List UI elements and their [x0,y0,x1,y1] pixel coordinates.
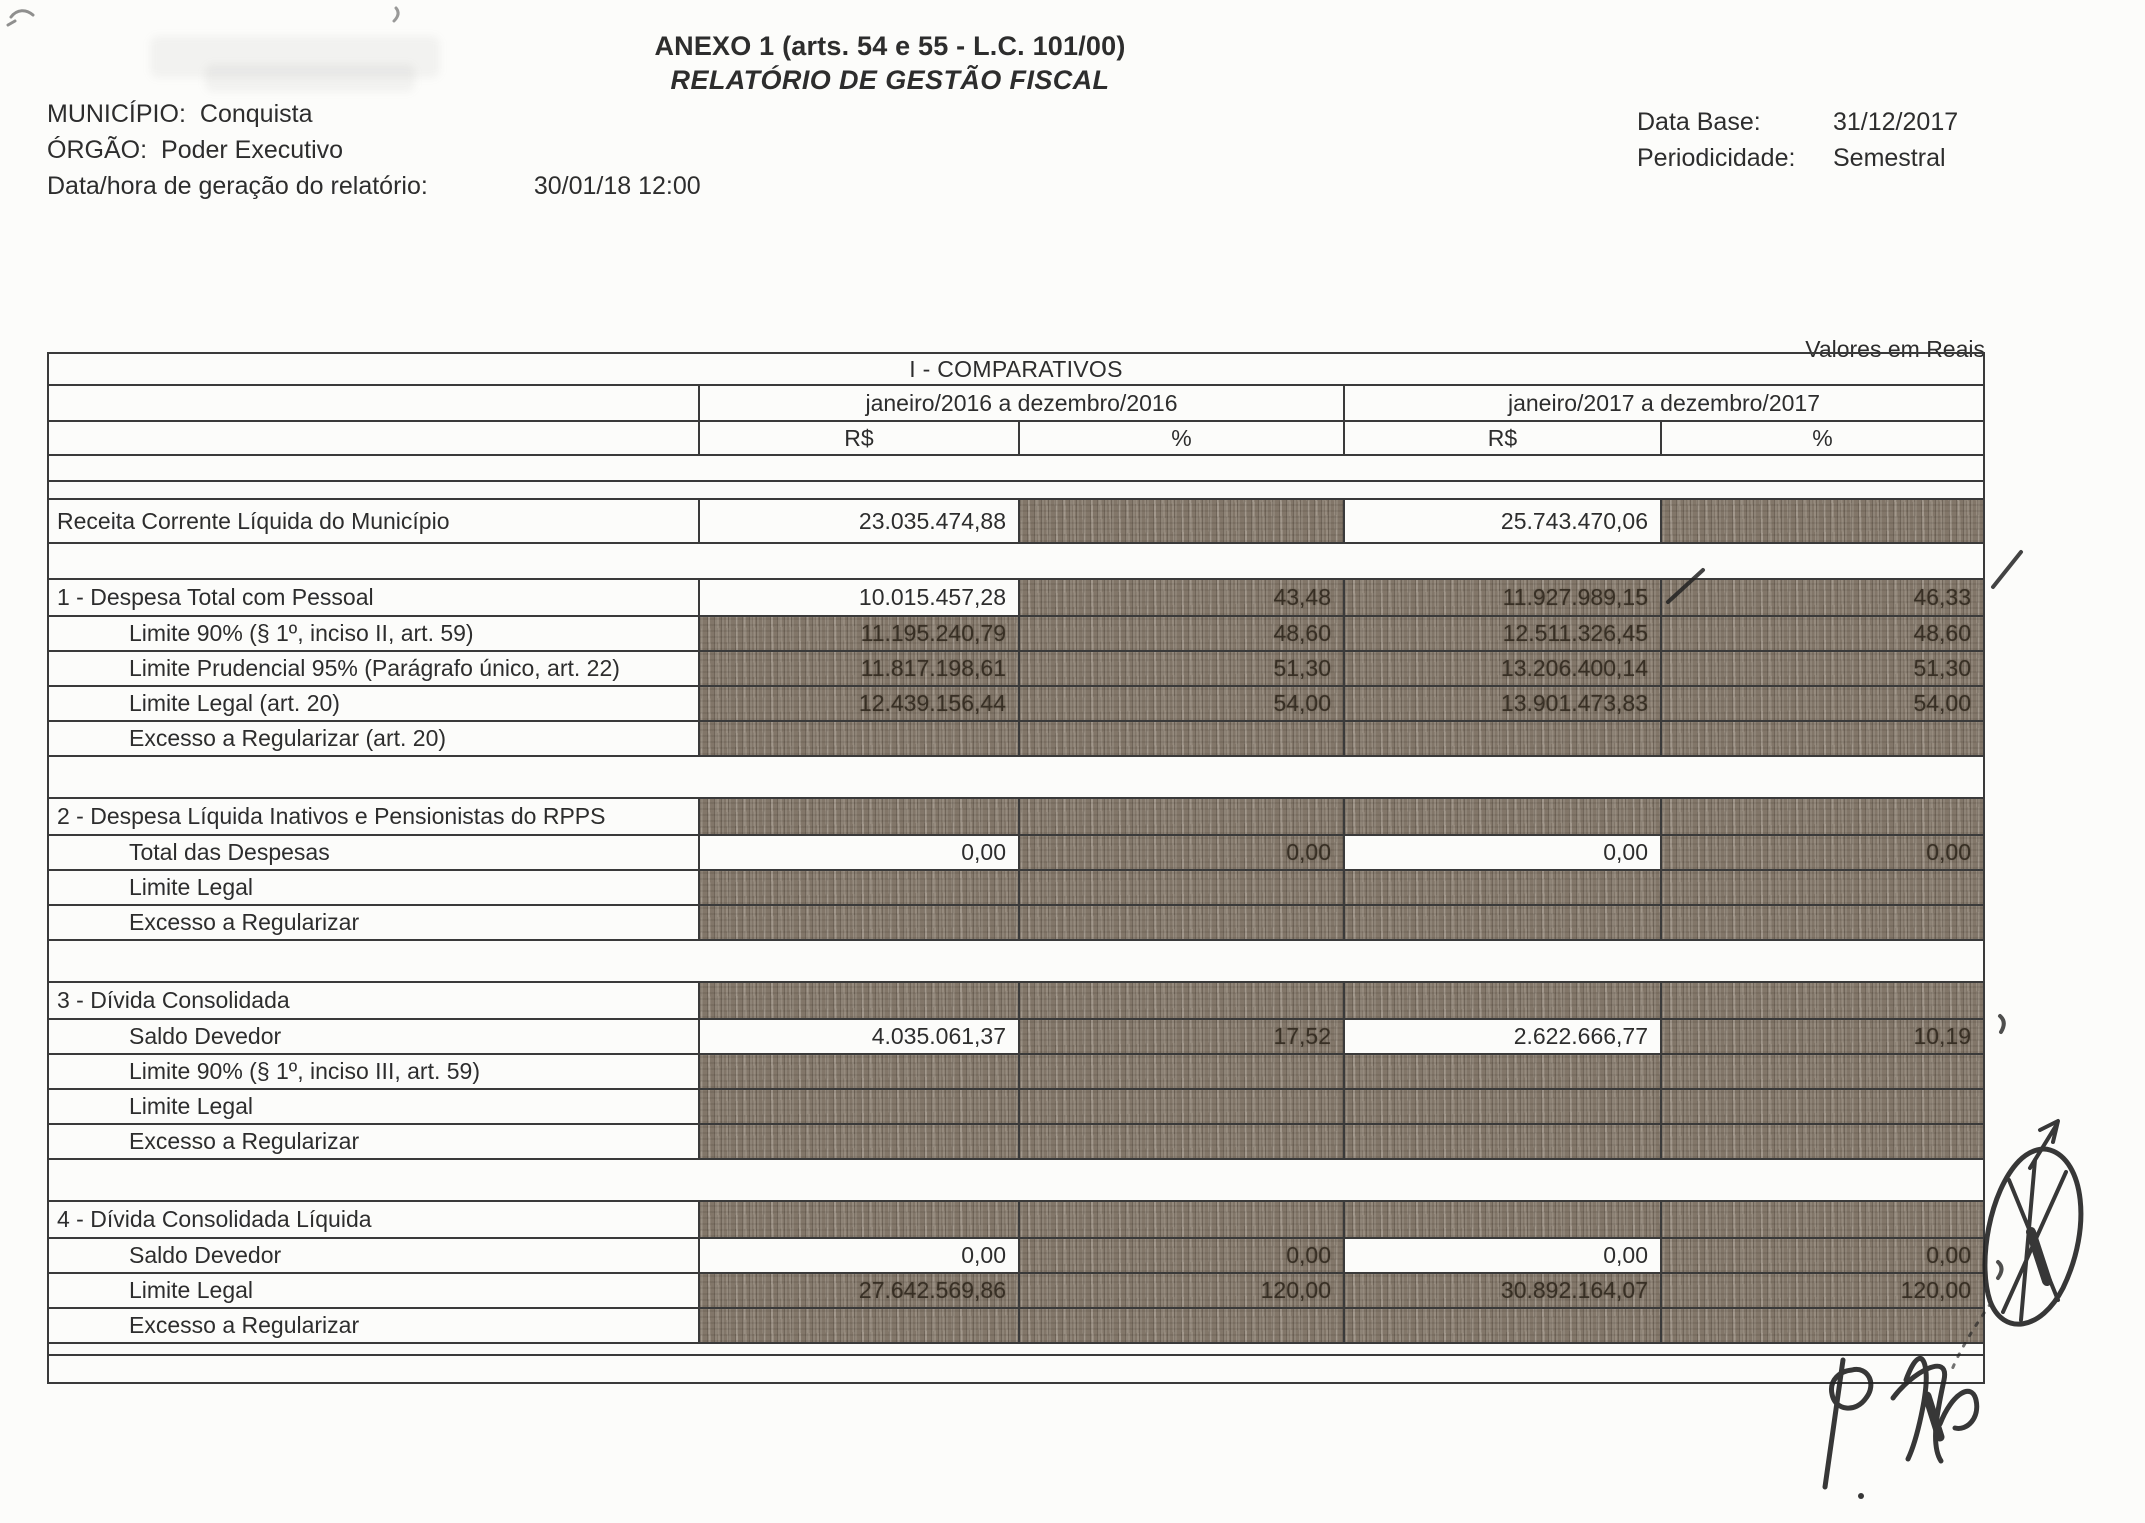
data-base-value: 31/12/2017 [1833,108,1959,136]
municipio-value: Conquista [199,100,313,128]
table-row [49,1307,1983,1342]
currency-value-cell [698,1202,1018,1237]
period-2016-header: janeiro/2016 a dezembro/2016 [698,386,1343,420]
section-despesa-rpps [49,797,1983,941]
currency-value-cell: 25.743.470,06 [1343,500,1660,542]
geracao-label: Data/hora de geração do relatório: [47,172,428,200]
currency-value-cell: 11.195.240,79 [698,617,1018,650]
percent-value-cell: 0,00 [1660,1239,1983,1272]
percent-value-cell: 48,60 [1018,617,1343,650]
currency-value-cell [1343,799,1660,834]
table-row [49,904,1983,939]
row-label: Limite 90% (§ 1º, inciso III, art. 59) [129,1058,480,1084]
currency-value-cell: 12.439.156,44 [698,687,1018,720]
row-label: 1 - Despesa Total com Pessoal [57,584,374,610]
currency-value-cell: 13.206.400,14 [1343,652,1660,685]
orgao-value: Poder Executivo [161,136,344,164]
currency-value-cell [1343,1202,1660,1237]
section-divida-consolidada [49,981,1983,1160]
row-label: Receita Corrente Líquida do Município [57,507,450,534]
table-row [49,650,1983,685]
currency-value-cell [1343,1309,1660,1342]
periodicidade-row [1637,144,1958,173]
table-row [49,983,1983,1018]
orgao-row [47,136,701,165]
municipio-label: MUNICÍPIO: [47,100,186,128]
document-title [0,30,1780,98]
row-label: Limite Prudencial 95% (Parágrafo único, art. 22) [129,655,620,681]
municipio-row [47,100,701,129]
row-label: 2 - Despesa Líquida Inativos e Pensionistas do RPPS [57,803,606,829]
percent-value-cell [1660,906,1983,939]
table-row [49,1202,1983,1237]
table-title: I - COMPARATIVOS [49,354,1983,386]
corner-pen-mark [8,11,33,25]
percent-value-cell [1660,983,1983,1018]
percent-value-cell: 43,48 [1018,580,1343,615]
row-label: Limite 90% (§ 1º, inciso II, art. 59) [129,620,474,646]
pen-comma-mark [2000,1016,2004,1032]
currency-value-cell [1343,722,1660,755]
table-row [49,580,1983,615]
percent-value-cell: 0,00 [1660,836,1983,869]
percent-value-cell: 51,30 [1018,652,1343,685]
table-row [49,799,1983,834]
percent-value-cell [1660,1055,1983,1088]
percent-value-cell: 0,00 [1018,836,1343,869]
periodicidade-label: Periodicidade: [1637,144,1796,172]
percent-value-cell: 54,00 [1018,687,1343,720]
percent-value-cell [1018,722,1343,755]
table-row [49,615,1983,650]
table-row [49,834,1983,869]
percent-value-cell [1018,1309,1343,1342]
currency-value-cell [698,799,1018,834]
currency-value-cell: 11.927.989,15 [1343,580,1660,615]
row-label: Limite Legal (art. 20) [129,690,340,716]
percent-value-cell: 120,00 [1018,1274,1343,1307]
table-bottom-filler [49,1354,1983,1382]
periodicidade-value: Semestral [1833,144,1946,172]
percent-value-cell [1018,799,1343,834]
percent-value-cell [1660,500,1983,542]
percent-value-cell: 51,30 [1660,652,1983,685]
percent-value-cell: 54,00 [1660,687,1983,720]
currency-value-cell [698,983,1018,1018]
row-label: 4 - Dívida Consolidada Líquida [57,1206,372,1232]
currency-value-cell: 11.817.198,61 [698,652,1018,685]
percent-value-cell: 120,00 [1660,1274,1983,1307]
currency-value-cell [698,871,1018,904]
table-row [49,869,1983,904]
currency-value-cell [1343,1090,1660,1123]
currency-value-cell [698,1090,1018,1123]
currency-value-cell: 30.892.164,07 [1343,1274,1660,1307]
percent-header-2016: % [1018,422,1343,454]
table-row [49,1088,1983,1123]
table-row [49,1018,1983,1053]
currency-value-cell: 0,00 [1343,1239,1660,1272]
percent-value-cell [1660,1309,1983,1342]
currency-value-cell: 2.622.666,77 [1343,1020,1660,1053]
table-row [49,1272,1983,1307]
comparativos-table [47,352,1985,1384]
currency-value-cell: 13.901.473,83 [1343,687,1660,720]
currency-value-cell [698,1055,1018,1088]
values-note: Valores em Reais [1805,336,1985,362]
row-label: Excesso a Regularizar [129,1128,360,1154]
percent-value-cell: 17,52 [1018,1020,1343,1053]
percent-value-cell [1660,1125,1983,1158]
row-label: Excesso a Regularizar (art. 20) [129,725,447,751]
table-row [49,1237,1983,1272]
percent-value-cell [1660,1090,1983,1123]
currency-value-cell: 10.015.457,28 [698,580,1018,615]
currency-value-cell [1343,1125,1660,1158]
percent-value-cell [1660,722,1983,755]
table-row [49,1123,1983,1158]
row-label: 3 - Dívida Consolidada [57,987,290,1013]
currency-value-cell: 0,00 [698,836,1018,869]
currency-value-cell: 27.642.569,86 [698,1274,1018,1307]
unit-header-row [49,422,1983,456]
percent-value-cell [1018,871,1343,904]
percent-value-cell [1660,799,1983,834]
percent-value-cell: 0,00 [1018,1239,1343,1272]
percent-value-cell [1660,1202,1983,1237]
currency-header-2017: R$ [1343,422,1660,454]
row-label: Limite Legal [129,1277,254,1303]
currency-value-cell [698,722,1018,755]
period-header-spacer [49,386,698,420]
currency-value-cell: 4.035.061,37 [698,1020,1018,1053]
percent-value-cell: 10,19 [1660,1020,1983,1053]
table-row [49,1053,1983,1088]
currency-header-2016: R$ [698,422,1018,454]
percent-value-cell [1018,983,1343,1018]
currency-value-cell [698,1125,1018,1158]
row-label: Total das Despesas [129,839,330,865]
currency-value-cell [1343,983,1660,1018]
currency-value-cell [1343,1055,1660,1088]
data-base-label: Data Base: [1637,108,1761,136]
currency-value-cell [698,906,1018,939]
geracao-value: 30/01/18 12:00 [533,172,701,200]
percent-value-cell [1018,500,1343,542]
percent-value-cell [1018,1055,1343,1088]
percent-value-cell [1018,1125,1343,1158]
row-label: Excesso a Regularizar [129,909,360,935]
unit-header-spacer [49,422,698,454]
currency-value-cell: 0,00 [698,1239,1018,1272]
geracao-row [47,172,701,201]
report-meta-right [1637,108,1958,180]
table-spacer-row [49,456,1983,482]
pen-comma-mark-2 [1998,1262,2002,1278]
row-label: Limite Legal [129,874,254,900]
percent-value-cell [1018,1090,1343,1123]
section-receita [49,498,1983,544]
percent-value-cell [1018,1202,1343,1237]
handwritten-tick-icon [1993,552,2021,587]
table-row [49,500,1983,542]
row-label: Excesso a Regularizar [129,1312,360,1338]
report-title: RELATÓRIO DE GESTÃO FISCAL [670,64,1110,95]
data-base-row [1637,108,1958,137]
row-label: Limite Legal [129,1093,254,1119]
percent-header-2017: % [1660,422,1983,454]
row-label: Saldo Devedor [129,1023,282,1049]
currency-value-cell: 12.511.326,45 [1343,617,1660,650]
row-label: Saldo Devedor [129,1242,282,1268]
report-meta-left [47,100,701,208]
percent-value-cell [1660,871,1983,904]
currency-value-cell [1343,871,1660,904]
percent-value-cell [1018,906,1343,939]
section-divida-consolidada-liquida [49,1200,1983,1344]
section-despesa-pessoal [49,578,1983,757]
anexo-title: ANEXO 1 (arts. 54 e 55 - L.C. 101/00) [654,31,1126,61]
period-2017-header: janeiro/2017 a dezembro/2017 [1343,386,1983,420]
orgao-label: ÓRGÃO: [47,136,148,164]
currency-value-cell [698,1309,1018,1342]
percent-value-cell: 46,33 [1660,580,1983,615]
table-row [49,685,1983,720]
currency-value-cell: 23.035.474,88 [698,500,1018,542]
currency-value-cell [1343,906,1660,939]
table-row [49,720,1983,755]
currency-value-cell: 0,00 [1343,836,1660,869]
percent-value-cell: 48,60 [1660,617,1983,650]
top-apostrophe-mark [394,8,398,21]
period-header-row [49,386,1983,422]
